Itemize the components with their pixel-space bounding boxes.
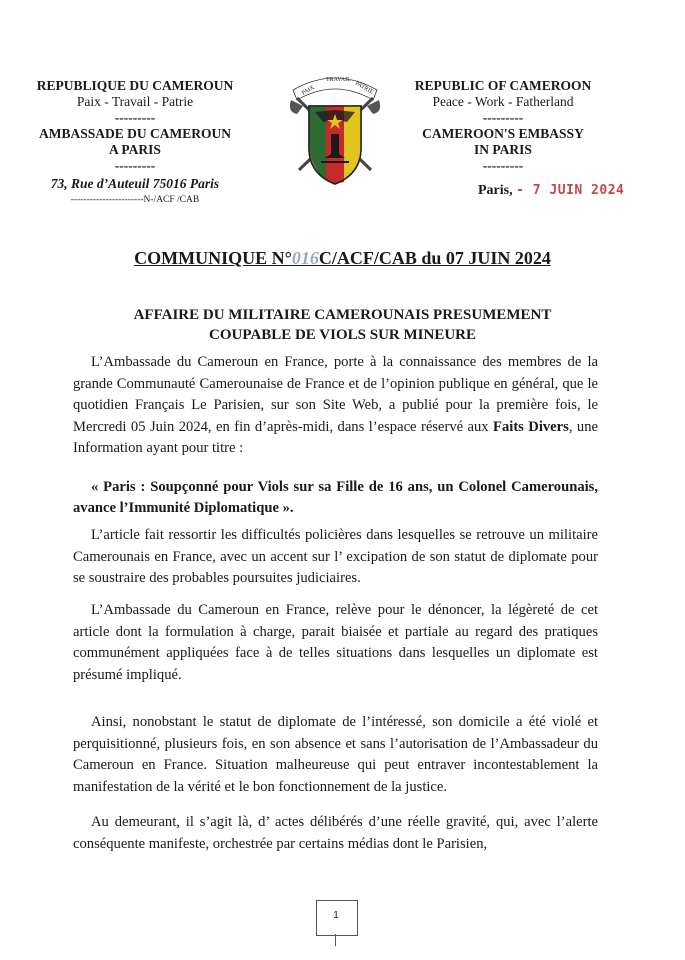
country-name-en: REPUBLIC OF CAMEROON xyxy=(414,78,592,93)
paragraph-1 xyxy=(73,352,598,460)
date-stamp: - 7 JUIN 2024 xyxy=(516,183,625,198)
communique-prefix: COMMUNIQUE N° xyxy=(134,248,292,268)
paragraph-5: Au demeurant, il s’agit là, d’ actes délibérés d’une réelle gravité, qui, avec l’alerte conséquente manifeste, orchestrée par certains médias dont le Parisien, xyxy=(73,814,598,852)
article-title-quote: « Paris : Soupçonné pour Viols sur sa Fille de 16 ans, un Colonel Camerounais, avance l’Immunité Diplomatique ». xyxy=(73,479,598,516)
faits-divers-label: Faits Divers xyxy=(493,418,569,435)
separator: --------- xyxy=(114,158,156,173)
paragraph-4: Ainsi, nonobstant le statut de diplomate de l’intéressé, son domicile a été violé et perquisitionné, plusieurs fois, en son absence et sans l’autorisation de l’Ambassadeur du Cameroun en France. Situation malheureuse qui peut entraver incontestablement la manifestation de la vérité et le bon fonctionnement de la justice. xyxy=(73,714,598,795)
motto-center-text: TRAVAIL xyxy=(326,77,351,83)
header-right xyxy=(388,78,618,174)
embassy-city-en: IN PARIS xyxy=(474,142,532,157)
coat-of-arms xyxy=(285,70,385,190)
place-date xyxy=(478,183,624,199)
motto-fr: Paix - Travail - Patrie xyxy=(76,94,194,109)
paragraph-3: L’Ambassade du Cameroun en France, relève pour le dénoncer, la légèreté de cet article dont la formulation à charge, parait biaisée et partiale au regard des pratiques communément appliquées face à de telles situations dans lesquelles un diplomate est présumé impliqué. xyxy=(73,602,598,683)
communique-suffix: C/ACF/CAB du 07 JUIN 2024 xyxy=(318,248,551,268)
country-name-fr: REPUBLIQUE DU CAMEROUN xyxy=(36,78,234,93)
paragraph-2: L’article fait ressortir les difficultés policières dans lesquelles se retrouve un militaire Camerounais en France, avec un accent sur l’ excipation de son statut de diplomate pour se soustraire des probables poursuites judiciaires. xyxy=(73,527,598,586)
communique-number: 016 xyxy=(291,248,319,268)
subject-line-2: COUPABLE DE VIOLS SUR MINEURE xyxy=(209,327,476,343)
reference-line: -----------------------N-/ACF /CAB xyxy=(70,195,200,205)
motto-en: Peace - Work - Fatherland xyxy=(432,94,574,109)
header-left xyxy=(20,78,250,208)
embassy-address: 73, Rue d’Auteuil 75016 Paris xyxy=(50,176,220,191)
paragraph-1-end: , une Information ayant pour titre : xyxy=(73,418,598,456)
embassy-name-en: CAMEROON'S EMBASSY xyxy=(422,126,584,141)
embassy-name-fr: AMBASSADE DU CAMEROUN xyxy=(38,126,231,141)
city-label: Paris, xyxy=(478,183,513,198)
page-marker-line xyxy=(335,934,336,946)
subject-line-1: AFFAIRE DU MILITAIRE CAMEROUNAIS PRESUMEMENT xyxy=(133,307,552,323)
page-number: 1 xyxy=(333,910,339,921)
motto-right-text: PATRIE xyxy=(354,80,375,96)
separator: --------- xyxy=(482,158,524,173)
separator: --------- xyxy=(482,110,524,125)
embassy-city-fr: A PARIS xyxy=(109,142,161,157)
motto-left-text: PAIX xyxy=(301,84,316,97)
communique-title xyxy=(40,248,645,269)
subject-heading xyxy=(40,305,645,345)
paragraph-1-text: L’Ambassade du Cameroun en France, porte à la connaissance des membres de la grande Communauté Camerounaise de France et de l’opinion publique en général, que le quotidien Français Le Parisien, sur son Site Web, a publié pour la première fois, le Mercredi 05 Juin 2024, en fin d’après-midi, dans l’espace réservé aux xyxy=(73,354,598,435)
separator: --------- xyxy=(114,110,156,125)
